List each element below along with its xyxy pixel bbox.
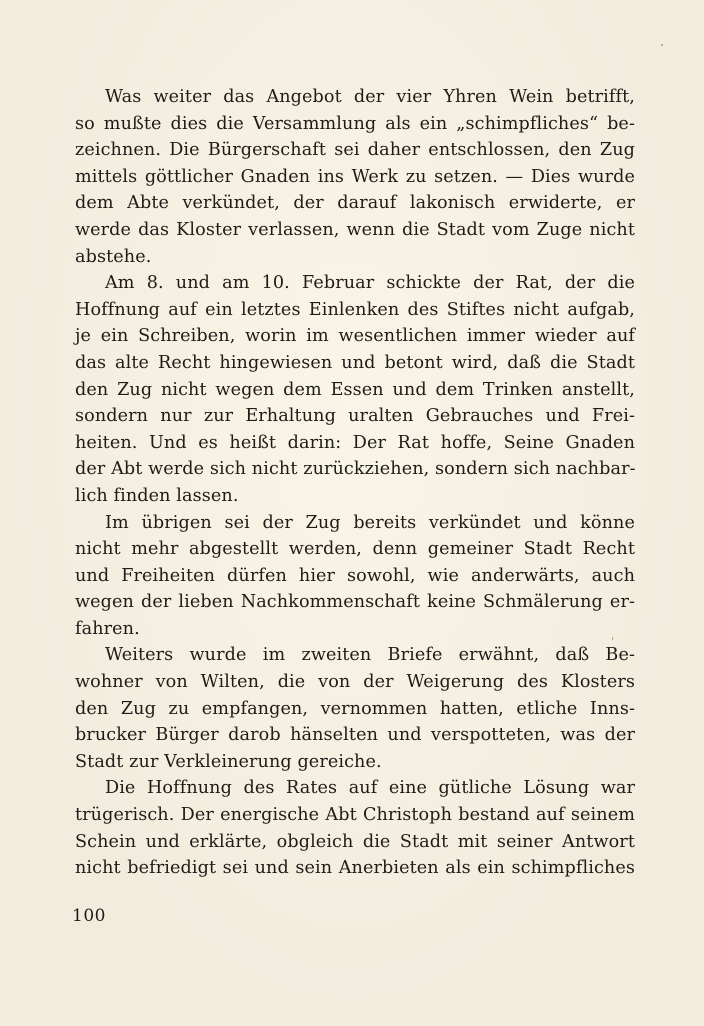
text-line: heiten. Und es heißt darin: Der Rat hoffe, Seine Gnaden [75,432,635,453]
text-line: je ein Schreiben, worin im wesentlichen immer wieder auf [75,326,635,347]
text-line: den Zug zu empfangen, vernommen hatten, etliche Inns- [75,698,635,719]
text-line: wegen der lieben Nachkommenschaft keine Schmälerung er- [75,592,635,613]
text-line: Weiters wurde im zweiten Briefe erwähnt, daß Be- [105,645,635,666]
page-number: 100 [72,906,106,926]
text-line: so mußte dies die Versammlung als ein „schimpfliches“ be- [75,113,635,134]
text-line: Die Hoffnung des Rates auf eine gütliche Lösung war [105,778,635,799]
text-line: nicht befriedigt sei und sein Anerbieten als ein schimpfliches [75,858,635,879]
text-line: brucker Bürger darob hänselten und verspotteten, was der [75,725,635,746]
text-line: Am 8. und am 10. Februar schickte der Rat, der die [105,273,635,294]
body-text [75,84,635,882]
text-line: mittels göttlicher Gnaden ins Werk zu setzen. — Dies wurde [75,166,635,187]
text-line: sondern nur zur Erhaltung uralten Gebrauches und Frei- [75,406,635,427]
text-line: das alte Recht hingewiesen und betont wird, daß die Stadt [75,352,635,373]
text-line: trügerisch. Der energische Abt Christoph bestand auf seinem [75,805,635,826]
text-line: dem Abte verkündet, der darauf lakonisch erwiderte, er [75,193,635,214]
paper-speck [661,44,663,46]
text-line: abstehe. [75,246,152,267]
text-line: Hoffnung auf ein letztes Einlenken des Stiftes nicht aufgab, [75,299,635,320]
text-line: nicht mehr abgestellt werden, denn gemeiner Stadt Recht [75,539,635,560]
text-line: Schein und erklärte, obgleich die Stadt mit seiner Antwort [75,831,635,852]
text-line: der Abt werde sich nicht zurückziehen, sondern sich nachbar- [75,459,636,480]
text-line: den Zug nicht wegen dem Essen und dem Trinken anstellt, [75,379,635,400]
text-line: Im übrigen sei der Zug bereits verkündet und könne [105,512,635,533]
text-line: Was weiter das Angebot der vier Yhren Wein betrifft, [105,87,635,107]
text-line: zeichnen. Die Bürgerschaft sei daher entschlossen, den Zug [75,140,635,161]
text-line: lich finden lassen. [75,485,239,506]
text-line: werde das Kloster verlassen, wenn die Stadt vom Zuge nicht [75,219,635,240]
text-line: fahren. [75,618,140,639]
text-line: Stadt zur Verkleinerung gereiche. [75,751,382,772]
text-line: wohner von Wilten, die von der Weigerung des Klosters [75,672,635,693]
text-line: und Freiheiten dürfen hier sowohl, wie anderwärts, auch [75,565,635,586]
